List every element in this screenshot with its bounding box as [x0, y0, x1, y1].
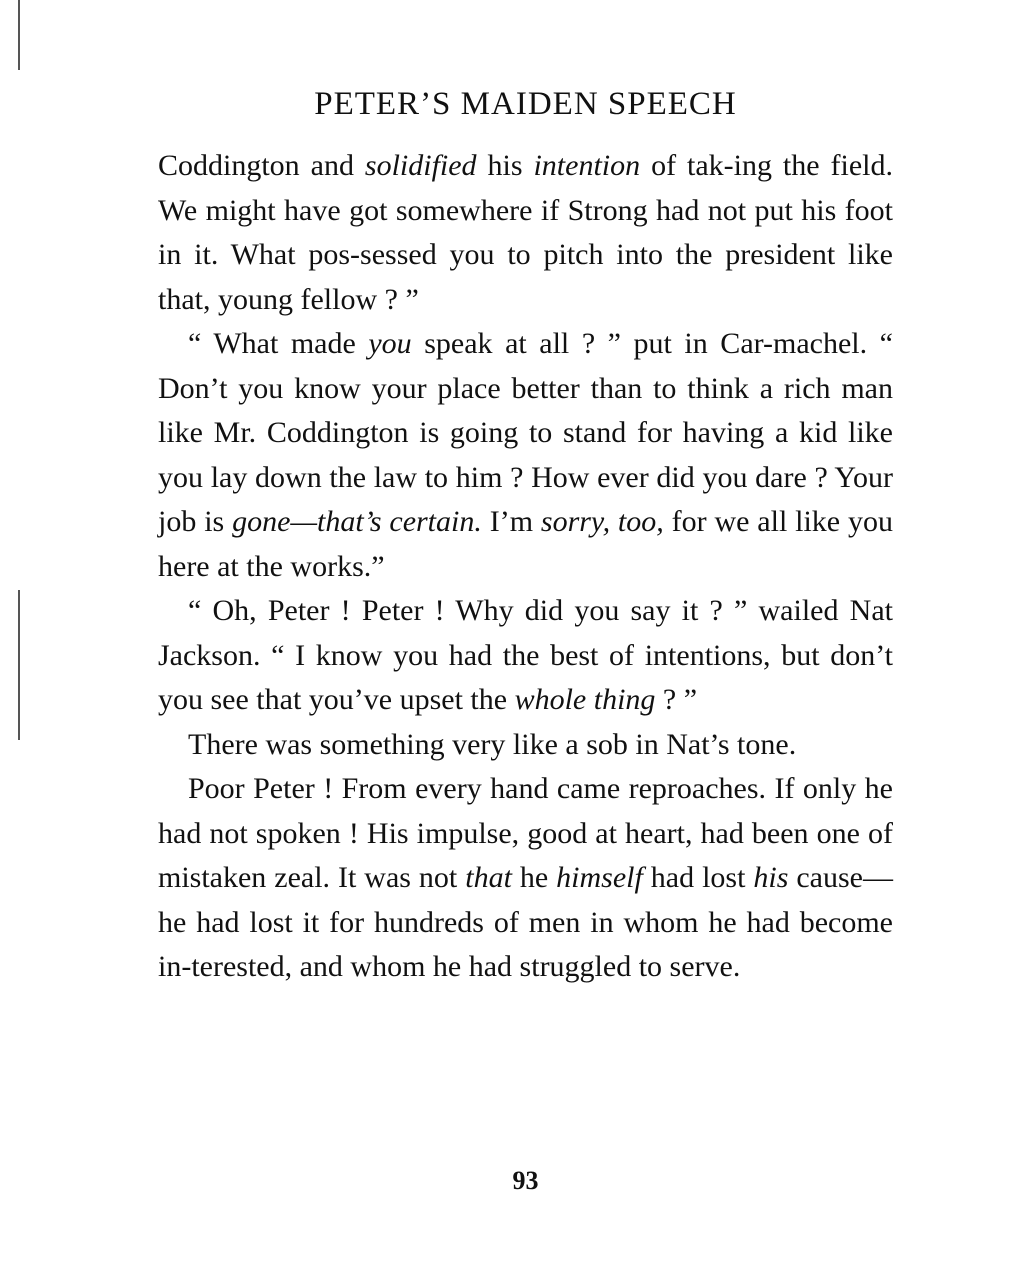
text-run: There was something very like a sob in Nat’s tone. — [188, 727, 797, 761]
italic-text: intention — [533, 149, 641, 182]
text-run: he — [511, 861, 557, 894]
italic-text: himself — [556, 861, 643, 894]
paragraph — [158, 723, 893, 768]
paragraph — [158, 322, 893, 589]
text-run: of tak-ing the field. We might have got somewhere if Strong had not put his foot in it. What pos-sessed you to pitch into the president like that, young fellow ? ” — [158, 149, 893, 316]
italic-text: solidified — [364, 149, 477, 182]
scan-gutter-mark — [18, 590, 20, 740]
text-run: had lost — [642, 861, 754, 894]
text-run: “ What made — [188, 327, 369, 360]
text-run: speak at all ? ” put in Car-machel. “ Don’t you know your place better than to think a rich man like Mr. Coddington is going to stand for having a kid like you lay down the law to him ? How ever did you dare ? Your job is — [158, 327, 893, 538]
paragraph — [158, 767, 893, 990]
text-run: Poor Peter ! From every hand came reproaches. If only he had not spoken ! His impulse, good at heart, had been one of mistaken zeal. It was not — [158, 772, 893, 894]
italic-text: sorry, too, — [540, 505, 664, 538]
text-run: I’m — [481, 505, 541, 538]
running-header: PETER’S MAIDEN SPEECH — [314, 86, 737, 122]
page-number: 93 — [512, 1166, 539, 1195]
italic-text: gone—that’s certain. — [232, 505, 482, 538]
body-text — [158, 144, 893, 990]
text-run: Coddington — [158, 149, 300, 182]
scan-gutter-mark — [18, 0, 20, 70]
text-run: and — [299, 149, 365, 182]
text-run: for we all like you here at the works.” — [158, 505, 893, 583]
text-run: cause—he had lost it for hundreds of men in whom he had become in-terested, and whom he had struggled to serve. — [158, 861, 893, 983]
italic-text: that — [465, 861, 512, 894]
italic-text: whole thing — [514, 683, 656, 716]
paragraph — [158, 589, 893, 723]
text-run: his — [476, 149, 534, 182]
italic-text: you — [368, 327, 412, 360]
text-run: ? ” — [655, 683, 698, 716]
text-run: “ Oh, Peter ! Peter ! Why did you say it ? ” wailed Nat Jackson. “ I know you had the best of intentions, but don’t you see that you’ve upset the — [158, 594, 893, 716]
italic-text: his — [753, 861, 789, 894]
paragraph — [158, 144, 893, 322]
